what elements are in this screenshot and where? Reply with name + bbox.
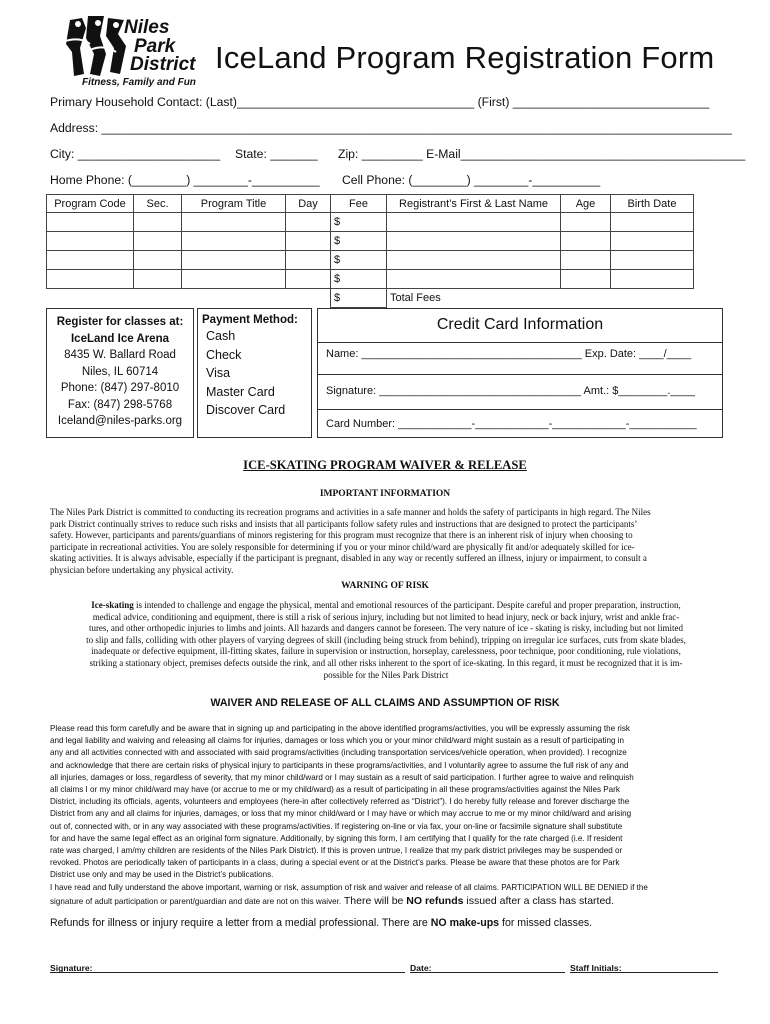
cc-name-field[interactable]: Name: ____________________________________ Exp. Date: ____/____ [326, 348, 692, 360]
credit-card-heading: Credit Card Information [436, 316, 604, 333]
venue-phone: Phone: (847) 297-8010 [60, 382, 180, 394]
release-line: District use only and may be used in the District’s publications. [50, 870, 274, 880]
venue-email[interactable]: Iceland@niles-parks.org [57, 415, 183, 427]
important-heading: IMPORTANT INFORMATION [319, 489, 451, 499]
date-label: Date: [410, 963, 432, 973]
refund-text-a: There will be [341, 894, 407, 907]
release-line: for and have the same legal effect as an original form signature. Additionally, by signing this form, I am certifying that I qualify for the rate charged (i.e. If resident [50, 833, 623, 843]
cell-phone-field[interactable]: Cell Phone: (________) ________-__________ [342, 173, 601, 187]
cell[interactable] [387, 232, 561, 251]
release-line: out of, connected with, or in any way associated with these programs/activities. If registering on-line or via fax, your on-line or facsimile signature shall substitute [50, 821, 623, 831]
release-line: all injuries, damages or loss, regardless of severity, that my minor child/ward or I may sustain as a result of said participation. I further agree to waive and relinquish [50, 772, 634, 782]
cell[interactable] [387, 213, 561, 232]
cell[interactable] [561, 251, 611, 270]
logo-line-1: Niles [124, 17, 170, 38]
cell[interactable] [561, 270, 611, 289]
fee-cell[interactable]: $ [331, 251, 387, 270]
cell[interactable] [286, 213, 331, 232]
header-day: Day [286, 195, 331, 213]
fee-cell[interactable]: $ [331, 270, 387, 289]
total-row [47, 289, 694, 308]
payment-option-discover-card[interactable]: Discover Card [206, 403, 286, 417]
release-line: any and all activities connected with and associated with said programs/activities (including transportation services/vehicle operation, when provided). I recognize [50, 748, 627, 758]
program-table [46, 194, 694, 308]
staff-initials-label: Staff Initials: [570, 963, 622, 973]
cell[interactable] [611, 213, 694, 232]
risk-line: to slip and falls, colliding with other players of varying degrees of skill (including being struck from behind), tripping on irregular ice surfaces, cuts from skate blades, [86, 634, 686, 645]
risk-heading: WARNING OF RISK [341, 581, 429, 591]
illness-text-c: for missed classes. [499, 917, 593, 929]
payment-option-cash[interactable]: Cash [206, 329, 236, 343]
header-program-code: Program Code [47, 195, 134, 213]
credit-card-box [317, 308, 723, 438]
no-makeups-text: NO make-ups [430, 917, 500, 929]
important-paragraph [50, 507, 720, 577]
cell[interactable] [134, 251, 182, 270]
risk-line: striking a stationary object, premises defects outside the rink, and all other risks inherent to the sport of ice-skating. In this regard, it must be recognized that it is im- [89, 657, 683, 668]
important-line: safety. However, participants and parents/guardians of minors registering for this program must recognize that there is an inherent risk of injury when choosing to [50, 530, 633, 541]
venue-city: Niles, IL 60714 [81, 365, 159, 378]
payment-method-box [197, 308, 312, 438]
fee-cell[interactable]: $ [331, 232, 387, 251]
signature-label: Signature: [50, 963, 93, 973]
register-heading: Register for classes at: [56, 316, 184, 328]
total-fees-label: Total Fees [390, 292, 441, 305]
risk-paragraph [46, 600, 726, 681]
header-fee: Fee [331, 195, 387, 213]
important-line: physician before undertaking any physical activity. [50, 564, 234, 575]
release-final-line: signature of adult participation or parent/guardian and date are not on this waiver. [50, 896, 342, 906]
risk-line: is intended to challenge and engage the physical, mental and emotional resources of the participant. Despite careful and proper preparation, instruction, [133, 600, 681, 610]
register-info-box [46, 308, 194, 438]
cell[interactable] [286, 232, 331, 251]
cell[interactable] [134, 270, 182, 289]
state-field[interactable]: State: _______ [235, 147, 318, 161]
venue-street: 8435 W. Ballard Road [64, 349, 176, 361]
cell[interactable] [387, 251, 561, 270]
risk-line: inadequate or defective equipment, ill-fitting skates, failure in supervision or instruction, horseplay, carelessness, poor technique, poor conditioning, rule violations, [91, 646, 681, 657]
cell[interactable] [561, 232, 611, 251]
risk-line: possible for the Niles Park District [323, 669, 449, 680]
waiver-title: ICE-SKATING PROGRAM WAIVER & RELEASE [243, 458, 527, 472]
cell[interactable] [47, 251, 134, 270]
header-sec: Sec. [134, 195, 182, 213]
important-line: participate in recreational activities. You are solely responsible for determining if you or your minor child/ward are physically fit and/or adequately skilled for ice- [50, 541, 635, 552]
cell[interactable] [611, 270, 694, 289]
cell[interactable] [182, 213, 286, 232]
cc-signature-field[interactable]: Signature: _________________________________ Amt.: $________.____ [326, 385, 695, 397]
cell[interactable] [286, 251, 331, 270]
important-line: park District continually strives to reduce such risks and insists that all participants follow safety rules and instructions that are designed to protect the participants’ [50, 518, 638, 529]
release-line: and acknowledge that there are certain risks of physical injury to participants in these programs/activities, and I voluntarily agree to assume the full risk of any and [50, 760, 629, 770]
table-row[interactable] [47, 232, 694, 251]
release-line: all claims I or my minor child/ward may have (or accrue to me or my child/ward) as a result of participating in all these programs/activities against the Niles Park [50, 785, 620, 795]
venue-fax: Fax: (847) 298-5768 [67, 398, 173, 411]
release-paragraph [50, 723, 730, 909]
table-row[interactable] [47, 270, 694, 289]
header-program-title: Program Title [182, 195, 286, 213]
table-header-row [47, 195, 694, 213]
cc-card-number-field[interactable]: Card Number: ____________-____________-____________-___________ [326, 418, 697, 430]
risk-line: medical advice, conditioning and equipment, there is still a risk of serious injury, including but not limited to head injury, neck or back injury, wrist and ankle frac- [92, 611, 680, 622]
illness-note [50, 917, 592, 929]
logo-line-2: Park [134, 36, 176, 57]
date-line[interactable] [410, 972, 565, 973]
signature-line[interactable] [50, 972, 405, 973]
cell[interactable] [182, 270, 286, 289]
release-line: and legal liability and waiving and releasing all claims for injuries, damages or loss which you or your minor child/ward might sustain as a result of participating in [50, 736, 625, 746]
release-line: I have read and fully understand the above important, warning or risk, assumption of risk and waiver and release of all claims. PARTICIPATION WILL BE DENIED if the [50, 882, 648, 892]
release-line: District from any and all claims for injuries, damages, or loss that my minor child/ward or I may have or which may accrue to me or my minor child/ward and arising [50, 809, 632, 819]
important-line: skating activities. It is always advisable, especially if the participant is pregnant, disabled in any way or recently suffered an illness, injury or impairment, to consult a [50, 553, 647, 564]
cell[interactable] [134, 213, 182, 232]
risk-bold-term: Ice-skating [91, 600, 134, 610]
refund-text-c: issued after a class has started. [463, 894, 615, 907]
table-row[interactable] [47, 251, 694, 270]
header-registrant-name: Registrant’s First & Last Name [387, 195, 561, 213]
important-line: The Niles Park District is committed to conducting its recreation programs and activities in a safe manner and holds the safety of participants in high regard. The Niles [50, 507, 651, 517]
logo-line-3: District [130, 54, 196, 75]
table-row[interactable] [47, 213, 694, 232]
home-phone-field[interactable]: Home Phone: (________) ________-__________ [50, 173, 320, 187]
risk-line: tures, and other orthopedic injuries to limbs and joints. All hazards and dangers cannot be foreseen. The very nature of ice - skating is risky, including but not limited [88, 623, 684, 634]
cell[interactable] [611, 232, 694, 251]
payment-option-visa[interactable]: Visa [206, 366, 231, 380]
primary-contact-field[interactable]: Primary Household Contact: (Last)___________________________________ (First) _____________________________ [50, 95, 710, 109]
cell[interactable] [611, 251, 694, 270]
cell[interactable] [561, 213, 611, 232]
cell[interactable] [47, 213, 134, 232]
cell[interactable] [182, 232, 286, 251]
cell[interactable] [387, 270, 561, 289]
cell[interactable] [134, 232, 182, 251]
cell[interactable] [47, 270, 134, 289]
no-refunds-text: NO refunds [406, 894, 464, 907]
fee-cell[interactable]: $ [331, 213, 387, 232]
payment-option-master-card[interactable]: Master Card [206, 384, 275, 399]
illness-text-a: Refunds for illness or injury require a letter from a medial professional. There are [50, 917, 431, 929]
header-birth-date: Birth Date [611, 195, 694, 213]
logo-tagline: Fitness, Family and Fun [82, 77, 196, 88]
cell[interactable] [182, 251, 286, 270]
payment-option-check[interactable]: Check [206, 347, 242, 362]
cell[interactable] [47, 232, 134, 251]
staff-initials-line[interactable] [570, 972, 718, 973]
header-age: Age [561, 195, 611, 213]
venue-name: IceLand Ice Arena [70, 332, 169, 345]
total-fee-cell[interactable]: $ [331, 289, 387, 308]
release-line: Please read this form carefully and be aware that in signing up and participating in the above identified programs/activities, you will be expressly assuming the risk [50, 724, 630, 733]
payment-heading: Payment Method: [202, 314, 298, 326]
niles-park-district-logo [60, 14, 220, 88]
release-line: revoked. Photos are periodically taken of participants in a class, during a special event or at the District’s parks. Please be aware that these photos are for Park [50, 858, 620, 868]
city-field[interactable]: City: _____________________ [50, 147, 221, 161]
release-line: District, including its officials, agents, volunteers and employees (here-in after collectively referred as “District”). I do hereby fully release and forever discharge the [50, 797, 630, 807]
address-field[interactable]: Address: _____________________________________________________________________________________________ [50, 121, 732, 135]
form-title: IceLand Program Registration Form [215, 40, 715, 75]
cell[interactable] [286, 270, 331, 289]
release-heading: WAIVER AND RELEASE OF ALL CLAIMS AND ASSUMPTION OF RISK [210, 697, 560, 709]
zip-email-field[interactable]: Zip: _________ E-Mail__________________________________________ [338, 147, 746, 161]
release-line: rate was charged, I am/my children are residents of the Niles Park District). If this is proven untrue, I realize that my park district privileges may be suspended or [50, 846, 623, 856]
